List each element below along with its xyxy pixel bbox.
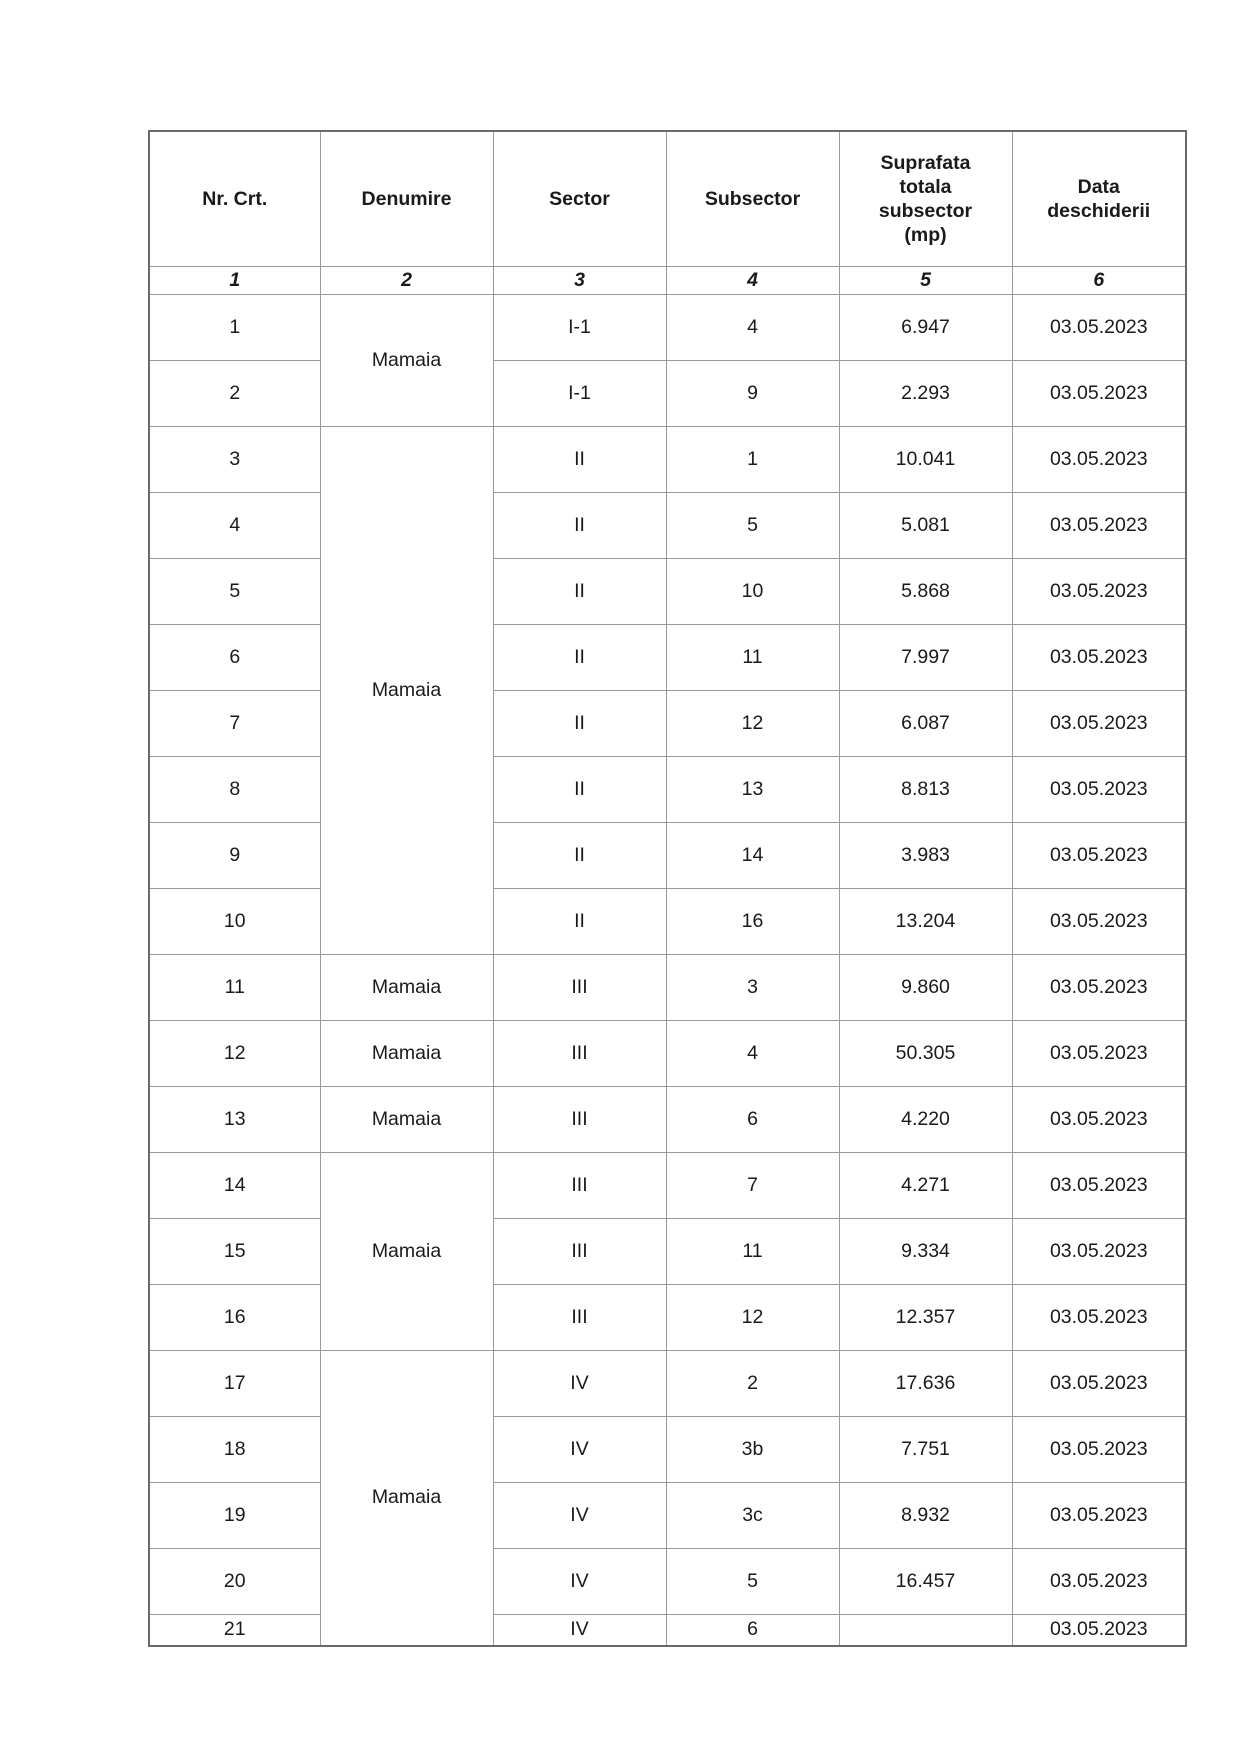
cell-suprafata [839, 1614, 1012, 1646]
column-number: 2 [320, 266, 493, 294]
beach-subsector-table [148, 130, 1187, 1647]
table-row [149, 954, 1186, 1020]
cell-nr-crt: 10 [149, 888, 320, 954]
cell-subsector: 9 [666, 360, 839, 426]
cell-suprafata: 50.305 [839, 1020, 1012, 1086]
cell-sector: I-1 [493, 294, 666, 360]
cell-sector: III [493, 1020, 666, 1086]
cell-subsector: 12 [666, 1284, 839, 1350]
cell-data-deschiderii: 03.05.2023 [1012, 558, 1186, 624]
cell-suprafata: 3.983 [839, 822, 1012, 888]
cell-sector: IV [493, 1548, 666, 1614]
cell-subsector: 4 [666, 294, 839, 360]
cell-nr-crt: 12 [149, 1020, 320, 1086]
cell-nr-crt: 9 [149, 822, 320, 888]
cell-sector: II [493, 756, 666, 822]
cell-sector: III [493, 1086, 666, 1152]
cell-data-deschiderii: 03.05.2023 [1012, 1086, 1186, 1152]
cell-data-deschiderii: 03.05.2023 [1012, 492, 1186, 558]
header-suprafata-line: (mp) [904, 223, 947, 246]
column-number-row [149, 266, 1186, 294]
cell-nr-crt: 20 [149, 1548, 320, 1614]
cell-nr-crt: 13 [149, 1086, 320, 1152]
header-suprafata-line: Suprafata [880, 151, 971, 174]
cell-subsector: 5 [666, 1548, 839, 1614]
table-row [149, 294, 1186, 360]
cell-suprafata: 2.293 [839, 360, 1012, 426]
cell-nr-crt: 7 [149, 690, 320, 756]
column-number: 6 [1012, 266, 1186, 294]
cell-data-deschiderii: 03.05.2023 [1012, 1020, 1186, 1086]
column-number: 5 [839, 266, 1012, 294]
cell-subsector: 12 [666, 690, 839, 756]
table-row [149, 360, 1186, 426]
cell-data-deschiderii: 03.05.2023 [1012, 1482, 1186, 1548]
cell-subsector: 4 [666, 1020, 839, 1086]
cell-subsector: 11 [666, 624, 839, 690]
table-row [149, 1614, 1186, 1646]
cell-sector: III [493, 1152, 666, 1218]
cell-sector: II [493, 426, 666, 492]
cell-nr-crt: 5 [149, 558, 320, 624]
header-suprafata-line: totala [899, 175, 952, 198]
cell-suprafata: 10.041 [839, 426, 1012, 492]
cell-suprafata: 13.204 [839, 888, 1012, 954]
cell-nr-crt: 18 [149, 1416, 320, 1482]
cell-data-deschiderii: 03.05.2023 [1012, 1614, 1186, 1646]
cell-data-deschiderii: 03.05.2023 [1012, 1416, 1186, 1482]
table-row [149, 1284, 1186, 1350]
cell-nr-crt: 17 [149, 1350, 320, 1416]
cell-nr-crt: 1 [149, 294, 320, 360]
cell-sector: III [493, 1284, 666, 1350]
cell-nr-crt: 6 [149, 624, 320, 690]
cell-data-deschiderii: 03.05.2023 [1012, 690, 1186, 756]
table-row [149, 1152, 1186, 1218]
header-nr-crt: Nr. Crt. [149, 131, 320, 266]
header-suprafata [839, 131, 1012, 266]
cell-sector: II [493, 888, 666, 954]
cell-suprafata: 7.997 [839, 624, 1012, 690]
cell-denumire: Mamaia [320, 426, 493, 954]
cell-data-deschiderii: 03.05.2023 [1012, 822, 1186, 888]
header-sector: Sector [493, 131, 666, 266]
table-row [149, 888, 1186, 954]
cell-sector: II [493, 558, 666, 624]
cell-subsector: 14 [666, 822, 839, 888]
cell-data-deschiderii: 03.05.2023 [1012, 294, 1186, 360]
cell-subsector: 3b [666, 1416, 839, 1482]
cell-sector: II [493, 822, 666, 888]
cell-subsector: 6 [666, 1614, 839, 1646]
cell-denumire: Mamaia [320, 294, 493, 426]
table-row [149, 558, 1186, 624]
cell-data-deschiderii: 03.05.2023 [1012, 1152, 1186, 1218]
cell-suprafata: 8.813 [839, 756, 1012, 822]
cell-denumire: Mamaia [320, 1350, 493, 1646]
cell-data-deschiderii: 03.05.2023 [1012, 954, 1186, 1020]
cell-data-deschiderii: 03.05.2023 [1012, 1218, 1186, 1284]
cell-subsector: 6 [666, 1086, 839, 1152]
cell-suprafata: 6.087 [839, 690, 1012, 756]
cell-denumire: Mamaia [320, 1020, 493, 1086]
cell-suprafata: 12.357 [839, 1284, 1012, 1350]
cell-nr-crt: 19 [149, 1482, 320, 1548]
header-subsector: Subsector [666, 131, 839, 266]
cell-data-deschiderii: 03.05.2023 [1012, 888, 1186, 954]
table-row [149, 492, 1186, 558]
cell-sector: III [493, 954, 666, 1020]
cell-nr-crt: 8 [149, 756, 320, 822]
cell-nr-crt: 15 [149, 1218, 320, 1284]
cell-sector: III [493, 1218, 666, 1284]
table-row [149, 426, 1186, 492]
table-row [149, 1350, 1186, 1416]
table-row [149, 1482, 1186, 1548]
cell-denumire: Mamaia [320, 1152, 493, 1350]
cell-subsector: 16 [666, 888, 839, 954]
cell-sector: II [493, 624, 666, 690]
cell-data-deschiderii: 03.05.2023 [1012, 360, 1186, 426]
table-row [149, 1416, 1186, 1482]
cell-nr-crt: 3 [149, 426, 320, 492]
cell-sector: IV [493, 1350, 666, 1416]
cell-subsector: 2 [666, 1350, 839, 1416]
cell-data-deschiderii: 03.05.2023 [1012, 1350, 1186, 1416]
cell-suprafata: 16.457 [839, 1548, 1012, 1614]
cell-subsector: 10 [666, 558, 839, 624]
cell-suprafata: 8.932 [839, 1482, 1012, 1548]
table-row [149, 690, 1186, 756]
cell-subsector: 5 [666, 492, 839, 558]
cell-data-deschiderii: 03.05.2023 [1012, 426, 1186, 492]
column-number: 1 [149, 266, 320, 294]
cell-sector: IV [493, 1416, 666, 1482]
cell-denumire: Mamaia [320, 1086, 493, 1152]
cell-subsector: 3c [666, 1482, 839, 1548]
cell-subsector: 13 [666, 756, 839, 822]
cell-suprafata: 17.636 [839, 1350, 1012, 1416]
cell-sector: IV [493, 1614, 666, 1646]
cell-nr-crt: 16 [149, 1284, 320, 1350]
header-denumire: Denumire [320, 131, 493, 266]
table-row [149, 756, 1186, 822]
cell-subsector: 1 [666, 426, 839, 492]
cell-denumire: Mamaia [320, 954, 493, 1020]
table-row [149, 1020, 1186, 1086]
table-row [149, 1086, 1186, 1152]
cell-suprafata: 7.751 [839, 1416, 1012, 1482]
cell-nr-crt: 11 [149, 954, 320, 1020]
cell-data-deschiderii: 03.05.2023 [1012, 624, 1186, 690]
cell-sector: IV [493, 1482, 666, 1548]
table-body [149, 294, 1186, 1646]
cell-nr-crt: 4 [149, 492, 320, 558]
table-row [149, 624, 1186, 690]
header-data-line: Data [1077, 175, 1120, 198]
cell-suprafata: 9.334 [839, 1218, 1012, 1284]
table-row [149, 1548, 1186, 1614]
header-data-deschiderii [1012, 131, 1186, 266]
header-data-line: deschiderii [1047, 199, 1151, 222]
cell-subsector: 11 [666, 1218, 839, 1284]
column-number: 3 [493, 266, 666, 294]
column-number: 4 [666, 266, 839, 294]
cell-nr-crt: 14 [149, 1152, 320, 1218]
cell-sector: I-1 [493, 360, 666, 426]
cell-nr-crt: 2 [149, 360, 320, 426]
cell-data-deschiderii: 03.05.2023 [1012, 1284, 1186, 1350]
cell-subsector: 7 [666, 1152, 839, 1218]
cell-suprafata: 6.947 [839, 294, 1012, 360]
header-row [149, 131, 1186, 266]
cell-sector: II [493, 690, 666, 756]
cell-data-deschiderii: 03.05.2023 [1012, 756, 1186, 822]
header-suprafata-line: subsector [878, 199, 973, 222]
cell-suprafata: 5.868 [839, 558, 1012, 624]
cell-subsector: 3 [666, 954, 839, 1020]
cell-suprafata: 4.271 [839, 1152, 1012, 1218]
cell-data-deschiderii: 03.05.2023 [1012, 1548, 1186, 1614]
table-row [149, 822, 1186, 888]
cell-nr-crt: 21 [149, 1614, 320, 1646]
cell-suprafata: 9.860 [839, 954, 1012, 1020]
cell-suprafata: 5.081 [839, 492, 1012, 558]
cell-sector: II [493, 492, 666, 558]
cell-suprafata: 4.220 [839, 1086, 1012, 1152]
table-row [149, 1218, 1186, 1284]
